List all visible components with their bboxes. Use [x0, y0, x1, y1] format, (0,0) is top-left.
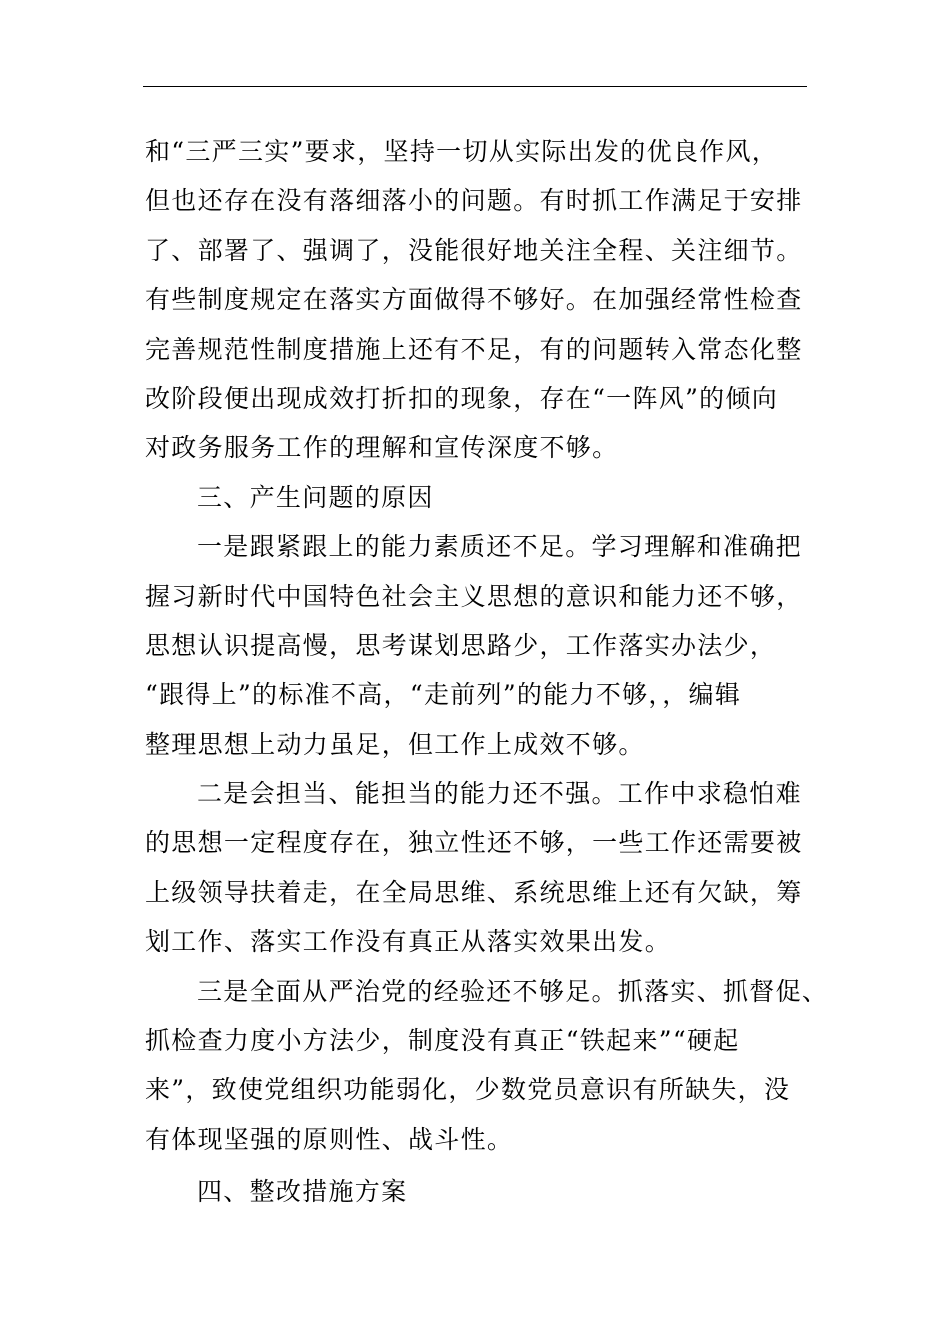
paragraph-line: 三是全面从严治党的经验还不够足。抓落实、抓督促、 — [197, 976, 829, 1006]
paragraph-line: 整理思想上动力虽足，但工作上成效不够。 — [145, 729, 645, 759]
paragraph-line: 握习新时代中国特色社会主义思想的意识和能力还不够， — [145, 581, 803, 611]
paragraph-line: 一是跟紧跟上的能力素质还不足。学习理解和准确把 — [197, 532, 802, 562]
paragraph-line: 了、部署了、强调了，没能很好地关注全程、关注细节。 — [145, 235, 803, 265]
paragraph-line: 有体现坚强的原则性、战斗性。 — [145, 1124, 514, 1154]
paragraph-line: 抓检查力度小方法少，制度没有真正“铁起来”“硬起 — [145, 1026, 740, 1056]
section-heading-causes: 三、产生问题的原因 — [197, 482, 434, 512]
paragraph-line: 对政务服务工作的理解和宣传深度不够。 — [145, 433, 619, 463]
paragraph-line: 有些制度规定在落实方面做得不够好。在加强经常性检查 — [145, 285, 803, 315]
document-body — [145, 127, 829, 1217]
section-heading-measures: 四、整改措施方案 — [197, 1177, 408, 1207]
paragraph-line: 改阶段便出现成效打折扣的现象，存在“一阵风”的倾向 — [145, 383, 779, 413]
paragraph-line: 完善规范性制度措施上还有不足，有的问题转入常态化整 — [145, 334, 803, 364]
paragraph-line: 的思想一定程度存在，独立性还不够，一些工作还需要被 — [145, 828, 803, 858]
paragraph-line: 和“三严三实”要求，坚持一切从实际出发的优良作风， — [145, 137, 779, 166]
paragraph-line: 划工作、落实工作没有真正从落实效果出发。 — [145, 927, 672, 957]
paragraph-line: “跟得上”的标准不高，“走前列”的能力不够，，编辑 — [145, 680, 742, 710]
paragraph-line: 但也还存在没有落细落小的问题。有时抓工作满足于安排 — [145, 186, 803, 216]
paragraph-line: 来”，致使党组织功能弱化，少数党员意识有所缺失，没 — [145, 1075, 791, 1105]
paragraph-line: 思想认识提高慢，思考谋划思路少，工作落实办法少， — [145, 630, 777, 660]
paragraph-line: 二是会担当、能担当的能力还不强。工作中求稳怕难 — [197, 779, 802, 809]
header-rule — [143, 86, 807, 87]
paragraph-line: 上级领导扶着走，在全局思维、系统思维上还有欠缺，筹 — [145, 877, 803, 907]
